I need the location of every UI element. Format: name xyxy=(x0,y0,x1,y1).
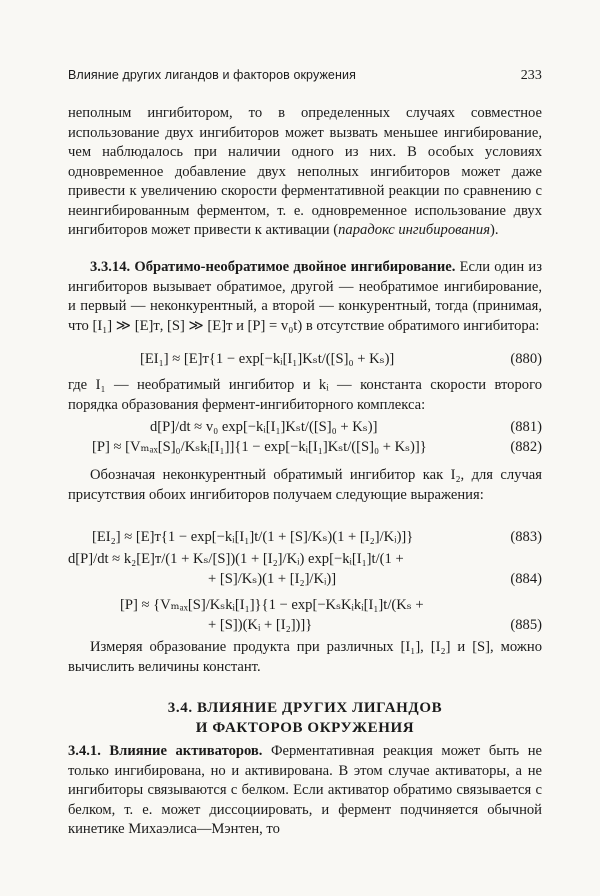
paragraph-where: где I₁ — необратимый ингибитор и kᵢ — константа скорости второго порядка образования фермент-ингибиторного комплекса: xyxy=(68,377,542,413)
section-3-3-14-text: Если один из ингибиторов вызывает обратимое, другой — необратимое ингибирование, и первый — неконкурентный, а второй — конкурентный, тогда (принимая, что [I₁] ≫ [E]ᴛ, [S] ≫ [E]ᴛ и [P] = v₀t) в отсутствие обратимого ингибитора: xyxy=(68,259,542,334)
equation-884-formula-line-1: d[P]/dt ≈ k₂[E]ᴛ/(1 + Kₛ/[S])(1 + [I₂]/Kᵢ) exp[−kᵢ[I₁]t/(1 + xyxy=(68,551,404,567)
paragraph-inhibition-paradox xyxy=(68,104,542,241)
section-3-3-14-heading: 3.3.14. Обратимо-необратимое двойное ингибирование. xyxy=(90,259,456,275)
equation-880-number: (880) xyxy=(510,351,542,367)
equation-880-formula: [EI₁] ≈ [E]ᴛ{1 − exp[−kᵢ[I₁]Kₛt/([S]₀ + Kₛ)] xyxy=(140,351,395,367)
equation-885-number: (885) xyxy=(510,617,542,633)
running-title: Влияние других лигандов и факторов окружения xyxy=(68,68,356,82)
section-3-3-14 xyxy=(68,258,542,336)
paradox-term: парадокс ингибирования xyxy=(338,222,490,238)
equation-881 xyxy=(68,418,542,437)
equation-883-formula: [EI₂] ≈ [E]ᴛ{1 − exp[−kᵢ[I₁]t/(1 + [S]/Kₛ)(1 + [I₂]/Kᵢ)]} xyxy=(92,529,414,545)
equation-880 xyxy=(68,350,542,369)
equation-885-formula-line-2: + [S])(Kᵢ + [I₂])]} xyxy=(208,617,313,633)
equation-882-formula: [P] ≈ [Vₘₐₓ[S]₀/Kₛkᵢ[I₁]]{1 − exp[−kᵢ[I₁]Kₛt/([S]₀ + Kₛ)]} xyxy=(92,439,427,455)
section-3-4-1 xyxy=(68,742,542,840)
section-3-4-title-line-1: 3.4. ВЛИЯНИЕ ДРУГИХ ЛИГАНДОВ xyxy=(167,700,443,716)
equation-885-formula-line-1: [P] ≈ {Vₘₐₓ[S]/Kₛkᵢ[I₁]}{1 − exp[−KₛKᵢkᵢ[I₁]t/(Kₛ + xyxy=(120,597,424,613)
section-3-4-1-heading: 3.4.1. Влияние активаторов. xyxy=(68,743,263,759)
page-number: 233 xyxy=(520,68,542,83)
equation-884-line-2 xyxy=(68,570,542,589)
equation-882 xyxy=(68,438,542,457)
equation-884-formula-line-2: + [S]/Kₛ)(1 + [I₂]/Kᵢ)] xyxy=(208,571,337,587)
equation-885-line-1 xyxy=(68,596,542,615)
running-header xyxy=(68,68,542,84)
equation-884-line-1 xyxy=(68,550,542,569)
paragraph-end: ). xyxy=(490,222,499,238)
equation-882-number: (882) xyxy=(510,439,542,455)
section-3-4-title-line-2: И ФАКТОРОВ ОКРУЖЕНИЯ xyxy=(195,720,415,736)
equation-881-number: (881) xyxy=(510,419,542,435)
paragraph-measure: Измеряя образование продукта при различных [I₁], [I₂] и [S], можно вычислить величины констант. xyxy=(68,639,542,675)
equation-884-number: (884) xyxy=(510,571,542,587)
equation-883 xyxy=(68,528,542,547)
section-3-4-title xyxy=(68,698,542,738)
equation-881-formula: d[P]/dt ≈ v₀ exp[−kᵢ[I₁]Kₛt/([S]₀ + Kₛ)] xyxy=(150,419,378,435)
paragraph-noting: Обозначая неконкурентный обратимый ингибитор как I₂, для случая присутствия обоих ингибиторов получаем следующие выражения: xyxy=(68,467,542,503)
section-3-4-1-text: Ферментативная реакция может быть не только ингибирована, но и активирована. В этом случае активаторы, а не ингибиторы связываются с белком. Если активатор обратимо связывается с белком, т. е. может диссоциировать, и фермент подчиняется обычной кинетике Михаэлиса—Мэнтен, то xyxy=(68,743,542,837)
equation-885-line-2 xyxy=(68,616,542,635)
paragraph-text: неполным ингибитором, то в определенных случаях совместное использование двух ингибиторов может вызвать меньшее ингибирование, чем наблюдалось при наличии одного из них. В особых условиях одновременное добавление двух неполных ингибиторов может даже привести к увеличению скорости ферментативной реакции по сравнению с неингибированным ферментом, т. е. одновременное использование двух ингибиторов может привести к активации ( xyxy=(68,105,542,238)
equation-883-number: (883) xyxy=(510,529,542,545)
